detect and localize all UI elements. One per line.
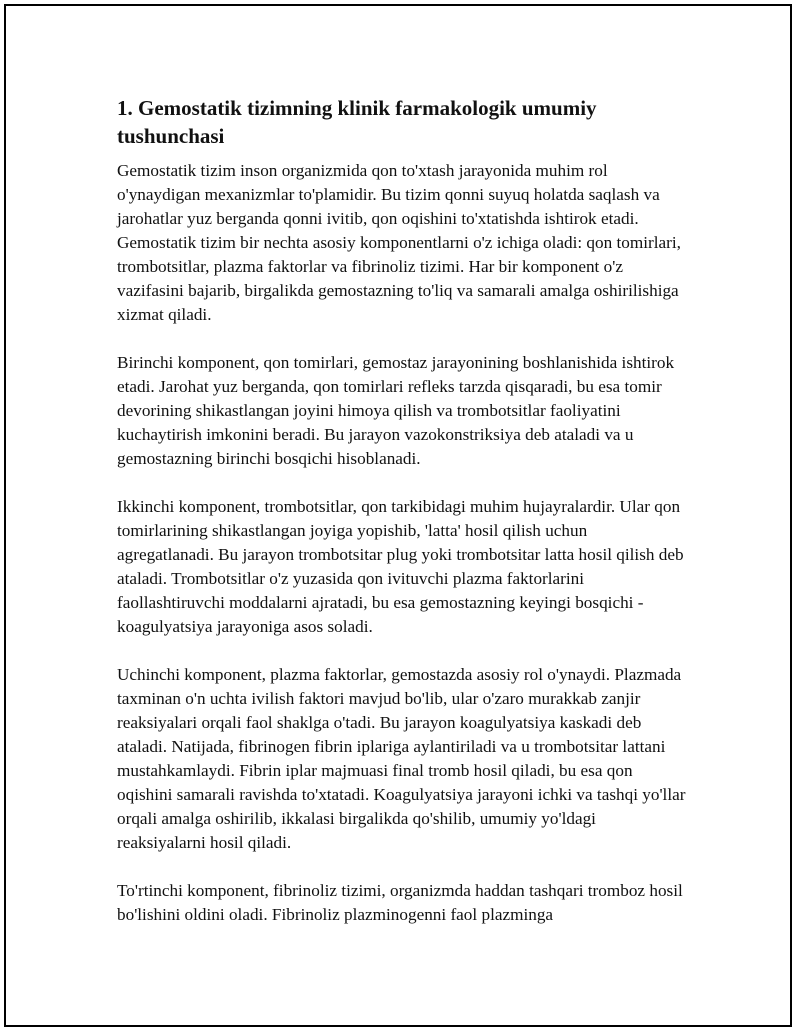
document-body: [117, 94, 687, 951]
paragraph-plasma-factors: Uchinchi komponent, plazma faktorlar, gemostazda asosiy rol o'ynaydi. Plazmada taxminan o'n uchta ivilish faktori mavjud bo'lib, ular o'zaro murakkab zanjir reaksiyalari orqali faol shaklga o'tadi. Bu jarayon koagulyatsiya kaskadi deb ataladi. Natijada, fibrinogen fibrin iplariga aylantiriladi va u trombotsitar lattani mustahkamlaydi. Fibrin iplar majmuasi final tromb hosil qiladi, bu esa qon oqishini samarali ravishda to'xtatadi. Koagulyatsiya jarayoni ichki va tashqi yo'llar orqali amalga oshirilib, ikkalasi birgalikda qo'shilib, umumiy yo'ldagi reaksiyalarni hosil qiladi.: [117, 665, 686, 852]
paragraph-platelets: Ikkinchi komponent, trombotsitlar, qon tarkibidagi muhim hujayralardir. Ular qon tomirlarining shikastlangan joyiga yopishib, 'latta' hosil qilish uchun agregatlanadi. Bu jarayon trombotsitar plug yoki trombotsitar latta hosil qilish deb ataladi. Trombotsitlar o'z yuzasida qon ivituvchi plazma faktorlarini faollashtiruvchi moddalarni ajratadi, bu esa gemostazning keyingi bosqichi - koagulyatsiya jarayoniga asos soladi.: [117, 497, 684, 636]
paragraph-fibrinolysis: To'rtinchi komponent, fibrinoliz tizimi, organizmda haddan tashqari tromboz hosil bo'lishini oldini oladi. Fibrinoliz plazminogenni faol plazminga: [117, 881, 683, 924]
paragraph-intro: Gemostatik tizim inson organizmida qon to'xtash jarayonida muhim rol o'ynaydigan mexanizmlar to'plamidir. Bu tizim qonni suyuq holatda saqlash va jarohatlar yuz berganda qonni ivitib, qon oqishini to'xtatishda ishtirok etadi. Gemostatik tizim bir nechta asosiy komponentlarni o'z ichiga oladi: qon tomirlari, trombotsitlar, plazma faktorlar va fibrinoliz tizimi. Har bir komponent o'z vazifasini bajarib, birgalikda gemostazning to'liq va samarali amalga oshirilishiga xizmat qiladi.: [117, 161, 681, 324]
document-title: 1. Gemostatik tizimning klinik farmakologik umumiy tushunchasi: [117, 96, 597, 148]
paragraph-vessels: Birinchi komponent, qon tomirlari, gemostaz jarayonining boshlanishida ishtirok etadi. Jarohat yuz berganda, qon tomirlari refleks tarzda qisqaradi, bu esa tomir devorining shikastlangan joyini himoya qilish va trombotsitlar faoliyatini kuchaytirish imkonini beradi. Bu jarayon vazokonstriksiya deb ataladi va u gemostazning birinchi bosqichi hisoblanadi.: [117, 353, 675, 468]
